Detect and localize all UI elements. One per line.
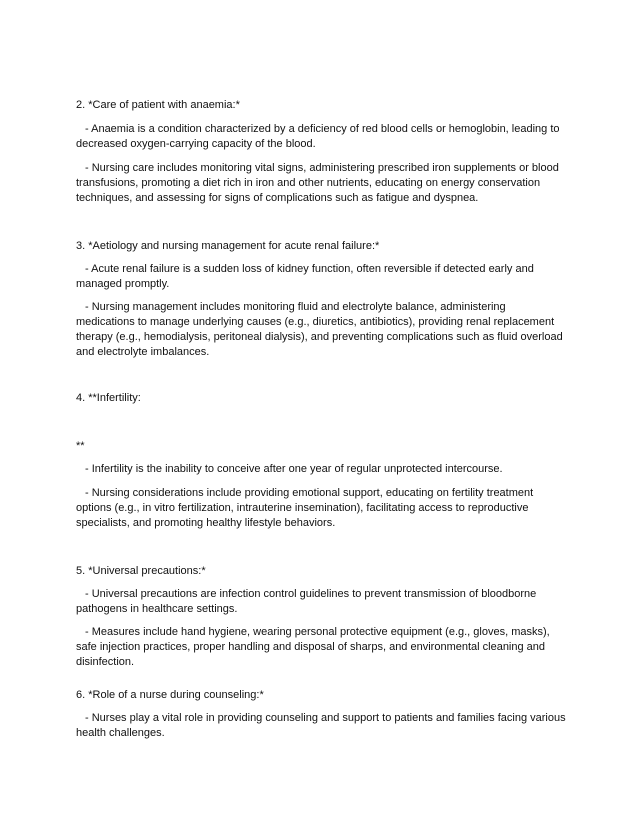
section-paragraph: - Universal precautions are infection control guidelines to prevent transmission of bloodborne pathogens in healthcare settings.	[76, 588, 537, 615]
section-paragraph: - Acute renal failure is a sudden loss of kidney function, often reversible if detected early and managed promptly.	[76, 263, 534, 290]
section-heading: 3. *Aetiology and nursing management for acute renal failure:*	[76, 240, 380, 252]
section-paragraph: - Infertility is the inability to conceive after one year of regular unprotected intercourse.	[85, 463, 503, 475]
section-heading: 2. *Care of patient with anaemia:*	[76, 99, 240, 111]
section-paragraph: - Anaemia is a condition characterized by a deficiency of red blood cells or hemoglobin, leading to decreased oxygen-carrying capacity of the blood.	[76, 123, 560, 150]
section-paragraph: - Nurses play a vital role in providing counseling and support to patients and families facing various health challenges.	[76, 712, 566, 739]
section-subheading: **	[76, 440, 85, 452]
section-heading: 6. *Role of a nurse during counseling:*	[76, 689, 264, 701]
section-paragraph: - Nursing considerations include providing emotional support, educating on fertility treatment options (e.g., in vitro fertilization, intrauterine insemination), facilitating access to reproductive specialists, and promoting healthy lifestyle behaviors.	[76, 487, 534, 529]
section-paragraph: - Measures include hand hygiene, wearing personal protective equipment (e.g., gloves, masks), safe injection practices, proper handling and disposal of sharps, and environmental cleaning and disinfection.	[76, 626, 550, 668]
section-heading: 4. **Infertility:	[76, 392, 141, 404]
section-heading: 5. *Universal precautions:*	[76, 565, 206, 577]
section-paragraph: - Nursing management includes monitoring fluid and electrolyte balance, administering medications to manage underlying causes (e.g., diuretics, antibiotics), providing renal replacement therapy (e.g., hemodialysis, peritoneal dialysis), and preventing complications such as fluid overload and electrolyte imbalances.	[76, 301, 563, 358]
section-paragraph: - Nursing care includes monitoring vital signs, administering prescribed iron supplements or blood transfusions, promoting a diet rich in iron and other nutrients, educating on energy conservation techniques, and assessing for signs of complications such as fatigue and dyspnea.	[76, 162, 559, 204]
